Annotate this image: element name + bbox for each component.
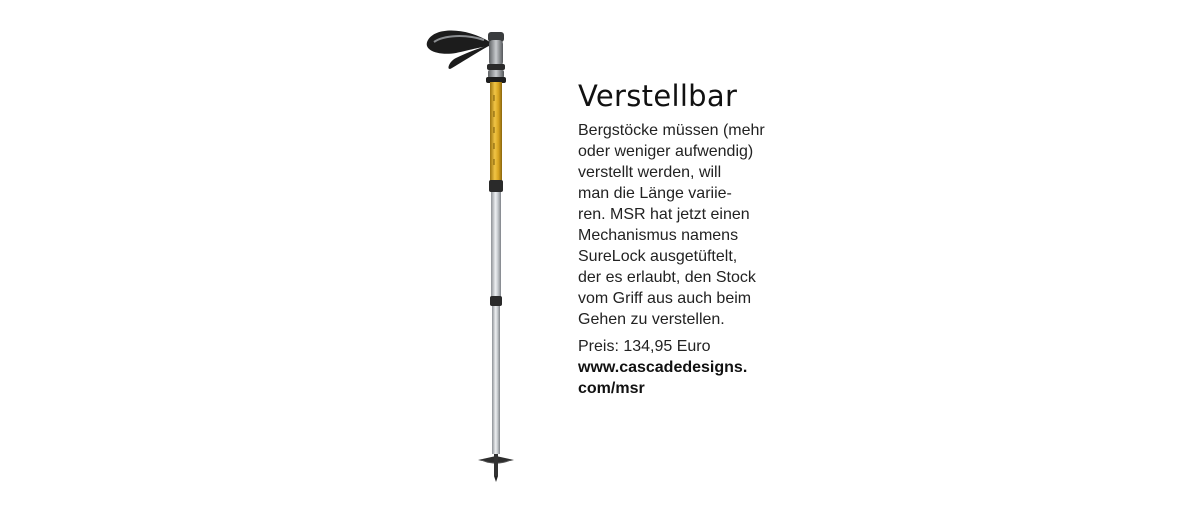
body-line: oder weniger aufwendig) — [578, 143, 754, 160]
article-headline: Verstellbar — [578, 79, 738, 113]
upper-shaft-icon — [489, 82, 503, 192]
lower-shaft-icon — [492, 306, 500, 454]
middle-shaft-icon — [490, 192, 502, 306]
trekking-pole-icon — [418, 20, 528, 490]
grip-icon — [486, 32, 506, 83]
price-text: Preis: 134,95 Euro — [578, 338, 711, 355]
body-line: man die Länge variie- — [578, 185, 732, 202]
website-link[interactable] — [578, 357, 808, 399]
url-line: com/msr — [578, 380, 645, 397]
body-line: ren. MSR hat jetzt einen — [578, 206, 750, 223]
product-illustration — [418, 20, 528, 490]
body-line: verstellt werden, will — [578, 164, 722, 181]
body-line: der es erlaubt, den Stock — [578, 269, 756, 286]
body-line: Bergstöcke müssen (mehr — [578, 122, 765, 139]
article-body — [578, 120, 808, 330]
url-line: www.cascadedesigns. — [578, 359, 748, 376]
body-line: vom Griff aus auch beim — [578, 290, 752, 307]
body-line: SureLock ausgetüftelt, — [578, 248, 738, 265]
article — [578, 78, 808, 399]
wrist-strap-icon — [427, 30, 492, 68]
body-line: Gehen zu verstellen. — [578, 311, 725, 328]
basket-tip-icon — [478, 454, 514, 482]
body-line: Mechanismus namens — [578, 227, 739, 244]
